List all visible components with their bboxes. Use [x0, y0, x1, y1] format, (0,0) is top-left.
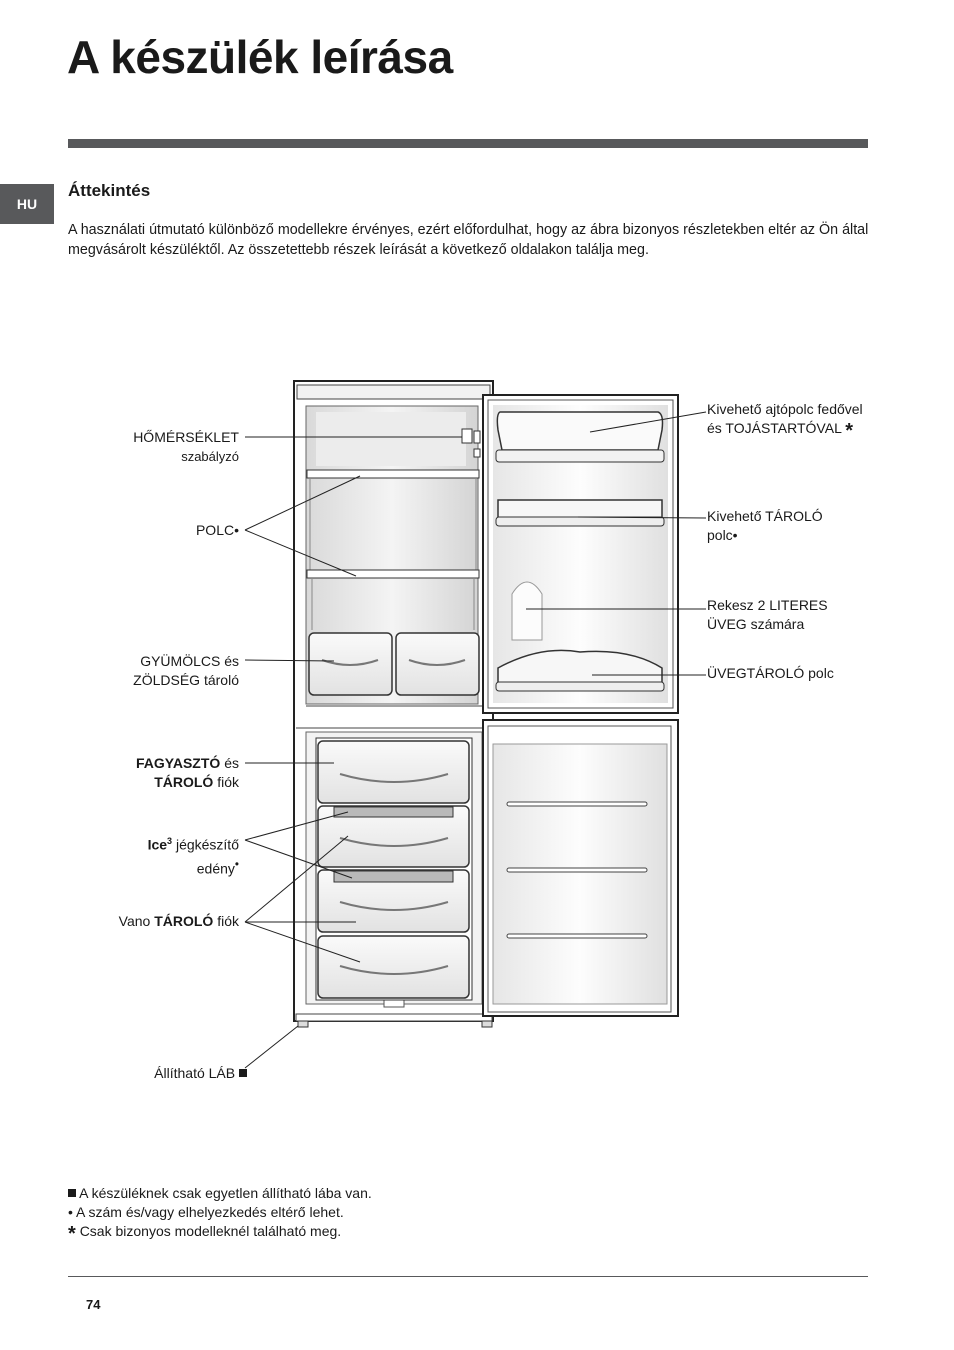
label-vano-pre: Vano [118, 913, 155, 929]
footnote-bullet [68, 1203, 344, 1222]
freezer-door [483, 720, 678, 1016]
square-icon [239, 1069, 247, 1077]
label-vano-drawer [60, 912, 239, 931]
label-door-shelf [707, 400, 907, 442]
bullet-icon: • [68, 1204, 73, 1220]
label-bottle-line1: Rekesz 2 LITERES [707, 597, 828, 613]
label-bottle-shelf: ÜVEGTÁROLÓ polc [707, 665, 834, 681]
label-storage-shelf [707, 507, 907, 545]
label-door-shelf-line2: és TOJÁSTARTÓVAL [707, 420, 842, 436]
label-temperature-line1: HŐMÉRSÉKLET [133, 429, 239, 445]
label-freezer-drawer [80, 754, 239, 792]
footnote-square [68, 1184, 372, 1203]
label-shelf: POLC• [195, 522, 239, 538]
label-fruit-line1: GYÜMÖLCS és [140, 653, 239, 669]
label-storage-line1: Kivehető TÁROLÓ [707, 508, 823, 524]
label-ice-tray [80, 832, 239, 878]
label-foot-text: Állítható LÁB [154, 1065, 236, 1081]
page-number: 74 [86, 1297, 101, 1312]
label-adjustable-foot [80, 1064, 247, 1083]
bottom-divider [68, 1276, 868, 1277]
label-temperature-control [100, 428, 239, 466]
label-fruit-vegetable [80, 652, 239, 690]
label-vano-post: fiók [213, 913, 239, 929]
section-title: Áttekintés [68, 181, 151, 200]
page-title: A készülék leírása [67, 31, 453, 83]
label-ice-bold: Ice [147, 836, 168, 853]
label-ice-rest: jégkészítő [172, 836, 239, 853]
footnote-square-text: A készüléknek csak egyetlen állítható lába van. [79, 1185, 372, 1201]
label-bottle-line2: ÜVEG számára [707, 616, 805, 632]
label-freezer-rest2: fiók [213, 774, 239, 790]
square-icon [68, 1189, 76, 1197]
freezer-drawers [316, 738, 472, 1000]
label-storage-line2: polc• [707, 527, 738, 543]
label-ice-sup: 3 [167, 836, 173, 846]
label-vano-bold: TÁROLÓ [154, 913, 214, 929]
label-fruit-line2: ZÖLDSÉG tároló [133, 672, 239, 688]
footnote-bullet-text: A szám és/vagy elhelyezkedés eltérő lehet. [76, 1204, 344, 1220]
label-freezer-rest1: és [220, 755, 239, 771]
language-tab: HU [0, 184, 54, 224]
intro-paragraph: A használati útmutató különböző modellekre érvényes, ezért előfordulhat, hogy az ábra bizonyos részletekben eltér az Ön által megvásárolt készüléktől. Az összetettebb részek leírását a következő oldalakon találja meg. [68, 222, 869, 258]
label-ice-bullet: • [234, 857, 239, 871]
asterisk-icon: * [845, 420, 854, 442]
label-temperature-line2: szabályzó [181, 449, 239, 464]
fridge-door [483, 395, 678, 713]
label-door-shelf-line1: Kivehető ajtópolc fedővel [707, 401, 863, 417]
footnote-star-text: Csak bizonyos modelleknél található meg. [79, 1223, 342, 1239]
footnote-star [68, 1222, 342, 1245]
label-freezer-bold2: TÁROLÓ [154, 774, 214, 790]
label-ice-line2: edény [196, 860, 235, 877]
label-freezer-bold1: FAGYASZTÓ [136, 755, 221, 771]
asterisk-icon: * [68, 1223, 76, 1245]
label-bottle-compartment [707, 596, 907, 634]
